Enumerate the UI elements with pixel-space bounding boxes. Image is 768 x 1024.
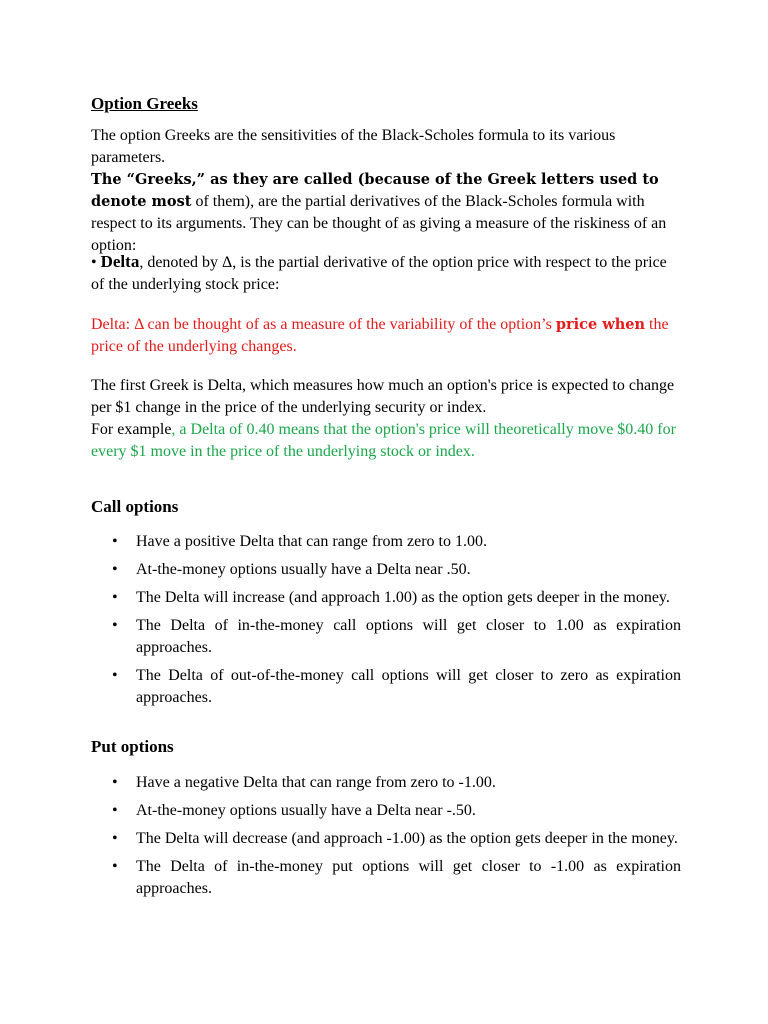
intro-text: The option Greeks are the sensitivities of the Black-Scholes formula to its various parameters. [91,127,616,166]
greeks-definition-bold: The “Greeks,” as they are called (because of the Greek letters used to denote most [91,171,659,210]
put-options-heading: Put options [91,737,174,756]
call-options-list [91,531,681,715]
call-options-heading: Call options [91,497,179,516]
delta-definition-text: , denoted by Δ, is the partial derivative of the option price with respect to the price of the underlying stock price: [91,254,667,293]
page-title: Option Greeks [91,94,198,113]
bullet-marker: • [91,254,101,271]
list-item: • The Delta of in-the-money put options will get closer to -1.00 as expiration approaches. [91,856,681,900]
delta-definition [91,251,681,296]
list-item: • At-the-money options usually have a Delta near -.50. [91,800,681,822]
first-greek-paragraph [91,375,681,463]
example-green-text: , a Delta of 0.40 means that the option's price will theoretically move $0.40 for every $1 move in the price of the underlying stock or index. [91,421,676,460]
put-options-list [91,772,681,906]
example-lead: For example [91,421,172,438]
delta-term: Delta [100,252,140,271]
list-item: • The Delta of in-the-money call options will get closer to 1.00 as expiration approaches. [91,615,681,659]
list-item: • The Delta will increase (and approach 1.00) as the option gets deeper in the money. [91,587,681,609]
list-item: • Have a positive Delta that can range from zero to 1.00. [91,531,681,553]
list-item: • At-the-money options usually have a Delta near .50. [91,559,681,581]
list-item: • The Delta will decrease (and approach -1.00) as the option gets deeper in the money. [91,828,681,850]
first-greek-text: The first Greek is Delta, which measures how much an option's price is expected to change per $1 change in the price of the underlying security or index. [91,377,675,416]
greeks-definition-text: of them), are the partial derivatives of the Black-Scholes formula with respect to its arguments. They can be thought of as giving a measure of the riskiness of an option: [91,193,667,254]
list-item: • Have a negative Delta that can range from zero to -1.00. [91,772,681,794]
delta-red-text-end: the price of the underlying changes. [91,316,669,355]
delta-red-bold: price when [555,316,646,333]
intro-paragraph [91,125,681,257]
delta-red-note [91,314,681,358]
list-item: • The Delta of out-of-the-money call options will get closer to zero as expiration approaches. [91,665,681,709]
delta-red-text: Delta: Δ can be thought of as a measure of the variability of the option’s [91,316,556,333]
